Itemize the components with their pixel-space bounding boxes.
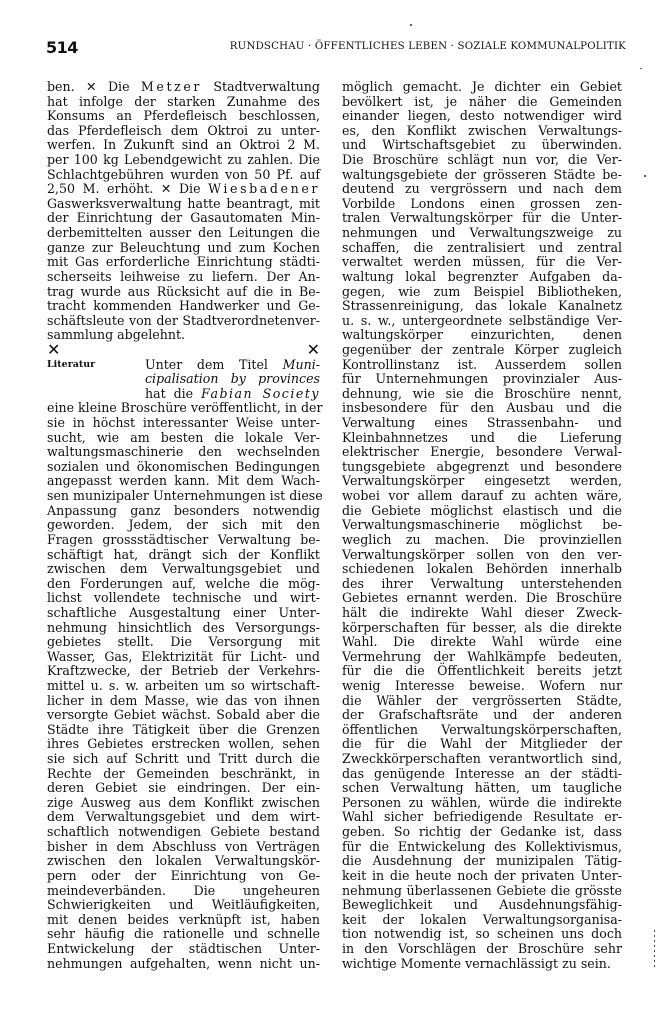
text-line: bevölkert ist, je näher die Gemeinden (342, 93, 622, 109)
text-line: für Unternehmungen provinzialer Aus- (342, 371, 622, 387)
text-line: die für die Wahl der Mitglieder der (342, 736, 622, 752)
scan-speck (410, 24, 412, 26)
text-line: sen munizipaler Unternehmungen ist diese (47, 488, 323, 504)
text-line: schaftliche Ausgestaltung einer Unter- (47, 604, 320, 620)
text-line: Vermehrung der Wahlkämpfe bedeuten, (342, 648, 622, 664)
text-line: u. s. w., untergeordnete selbständige Ver- (342, 312, 622, 328)
text-line: den Forderungen auf, welche die mög- (47, 575, 320, 591)
scan-speck (640, 68, 642, 69)
indented-lines (145, 358, 320, 402)
text-line: geben. So richtig der Gedanke ist, dass (342, 824, 622, 840)
text-line: des ihrer Verwaltung unterstehenden (342, 575, 622, 591)
text-line: sucht, wie am besten die lokale Ver- (47, 429, 320, 445)
text-line: tralen Verwaltungskörper für die Unter- (342, 210, 622, 226)
text-line: waltung lokal begrenzter Aufgaben da- (342, 268, 622, 284)
text-line: tion notwendig ist, so scheinen uns doch (342, 926, 622, 942)
text-line: Verwaltung eines Strassenbahn- und (342, 415, 622, 431)
text-line: Fragen grossstädtischer Verwaltung be- (47, 531, 320, 547)
text-line: lichst vollendete technische und wirt- (47, 590, 320, 606)
text-line: verwaltet werden müssen, für die Ver- (342, 254, 622, 270)
text-line: waltungsgebiete der grösseren Städte be- (342, 166, 622, 182)
text-line: in den Vorschlägen der Broschüre sehr (342, 940, 622, 956)
text-line: dehnung, wie sie die Broschüre nennt, (342, 385, 622, 401)
text-line: sehr häufig die rationelle und schnelle (47, 926, 320, 942)
text-line: schaftlich notwendigen Gebiete bestand (47, 824, 320, 840)
text-line: Strassenreinigung, das lokale Kanalnetz (342, 298, 622, 314)
text-line: Kraftzwecke, der Betrieb der Verkehrs- (47, 663, 320, 679)
text-line: versorgte Gebiet wächst. Sobald aber die (47, 707, 320, 723)
text-line: das Pferdefleisch dem Oktroi zu unter- (47, 122, 320, 138)
text-line: gegenüber der zentrale Körper zugleich (342, 341, 622, 357)
text-line: die Gebiete möglichst elastisch und die (342, 502, 622, 518)
text-line: Entwickelung der städtischen Unter- (47, 940, 320, 956)
text-line: bisher in dem Abschluss von Verträgen (47, 838, 320, 854)
text-line: per 100 kg Lebendgewicht zu zahlen. Die (47, 152, 320, 168)
text-line: cipalisation by provinces (145, 371, 320, 387)
text-line: Kontrollinstanz ist. Ausserdem sollen (342, 356, 622, 372)
text-line: zwischen dem Verwaltungsgebiet und (47, 561, 320, 577)
text-line: Konsums an Pferdefleisch beschlossen, (47, 108, 320, 124)
text-line: möglich gemacht. Je dichter ein Gebiet (342, 79, 622, 94)
text-line: mittel u. s. w. arbeiten um so wirtschaft- (47, 677, 320, 693)
text-line: sammlung abgelehnt. (47, 327, 186, 343)
text-line: waltungskörper einzurichten, denen (342, 327, 622, 343)
text-line: tracht kommenden Handwerker und Ge- (47, 298, 320, 314)
text-line: ben. ✕ Die Metzer Stadtverwaltung (47, 79, 320, 94)
text-line: Wasser, Gas, Elektrizität für Licht- und (47, 648, 320, 664)
text-line: Gaswerksverwaltung hatte beantragt, mit (47, 195, 320, 211)
text-line: körperschaften für besser, als die direkte (342, 619, 622, 635)
text-line: Verwaltungsmaschinerie möglichst be- (342, 517, 622, 533)
text-line: schen Verwaltung hätten, um taugliche (342, 780, 622, 796)
text-line: mit Gas erforderliche Einrichtung städti- (47, 254, 320, 270)
text-line: die Ausdehnung der munizipalen Tätig- (342, 853, 622, 869)
text-line: es, den Konflikt zwischen Verwaltungs- (342, 122, 622, 138)
text-line: nehmung überlassenen Gebiete die grösste (342, 882, 622, 898)
text-line: geworden. Jedem, der sich mit den (47, 517, 320, 533)
text-line: elektrischer Energie, besondere Verwal- (342, 444, 622, 460)
text-line: Vorbilde Londons einen grossen zen- (342, 195, 622, 211)
text-line: Verwaltungskörper eingesetzt werden, (342, 473, 622, 489)
page-number: 514 (46, 38, 78, 57)
text-line: Anpassung ganz besonders notwendig (47, 502, 320, 518)
text-line: sie sich auf Schritt und Tritt durch die (47, 751, 320, 767)
text-line: schäftigt hat, drängt sich der Konflikt (47, 546, 320, 562)
text-line: hat die Fabian Society (145, 385, 320, 401)
text-line: licher in dem Masse, wie das von ihnen (47, 692, 320, 708)
text-line: wichtige Momente vernachlässigt zu sein. (342, 955, 611, 971)
text-line: deutend zu vergrössern und nach dem (342, 181, 622, 197)
text-line: sozialen und ökonomischen Bedingungen (47, 458, 320, 474)
text-line: weglich zu machen. Die provinziellen (342, 531, 622, 547)
text-line: für die die Öffentlichkeit bereits jetzt (342, 663, 622, 679)
text-line: für die Entwickelung des Kollektivismus, (342, 838, 622, 854)
literature-section (47, 358, 320, 402)
left-paragraph-news (47, 80, 320, 343)
text-line: schaffen, die zentralisiert und zentral (342, 239, 622, 255)
text-line: eine kleine Broschüre veröffentlicht, in der (47, 400, 323, 416)
text-line: sie in höchst interessanter Weise unter- (47, 415, 320, 431)
left-paragraph-literature (47, 400, 323, 971)
text-line: Städte ihre Tätigkeit über die Grenzen (47, 721, 320, 737)
text-line: deren Gebiet sie eindringen. Der ein- (47, 780, 320, 796)
text-line: Rechte der Gemeinden beschränkt, in (47, 765, 320, 781)
text-line: Wahl sicher befriedigende Resultate er- (342, 809, 622, 825)
cross-mark-icon: ✕ (47, 339, 61, 359)
text-line: keit in die heute noch der privaten Unter- (342, 867, 622, 883)
text-line: trag wurde aus Rücksicht auf die in Be- (47, 283, 320, 299)
scan-speck (654, 930, 655, 970)
text-line: nehmung hinsichtlich des Versorgungs- (47, 619, 320, 635)
page-header (46, 38, 626, 58)
text-line: Wahl. Die direkte Wahl würde eine (342, 634, 622, 650)
text-line: die Wähler der vergrösserten Städte, (342, 692, 622, 708)
text-line: Schwierigkeiten und Weitläufigkeiten, (47, 897, 320, 913)
text-line: ihres Gebietes erstrecken wollen, sehen (47, 736, 320, 752)
text-line: der Grafschaftsräte und der anderen (342, 707, 622, 723)
section-separator (47, 339, 320, 359)
text-line: ganze zur Beleuchtung und zum Kochen (47, 239, 320, 255)
text-line: einander liegen, desto notwendiger wird (342, 108, 622, 124)
text-line: schäftsleute von der Stadtverordnetenver- (47, 312, 320, 328)
text-line: gegen, wie zum Beispiel Bibliotheken, (342, 283, 622, 299)
text-line: insbesondere für den Ausbau und die (342, 400, 622, 416)
text-line: und Wirtschaftsgebiet zu überwinden. (342, 137, 622, 153)
scan-speck (644, 175, 646, 177)
running-head: RUNDSCHAU · ÖFFENTLICHES LEBEN · SOZIALE KOMMUNALPOLITIK (229, 41, 626, 52)
cross-mark-icon: ✕ (306, 339, 320, 359)
text-line: Die Broschüre schlägt nun vor, die Ver- (342, 152, 622, 168)
text-line: der Einrichtung der Gasautomaten Min- (47, 210, 320, 226)
text-line: tungsgebiete abgegrenzt und besondere (342, 458, 622, 474)
text-line: werfen. In Zukunft sind an Oktroi 2 M. (47, 137, 320, 153)
text-line: meindeverbänden. Die ungeheuren (47, 882, 320, 898)
text-line: 2,50 M. erhöht. ✕ Die Wiesbadener (47, 181, 320, 197)
text-line: nehmungen und Verwaltungszweige zu (342, 225, 622, 241)
text-line: mit denen beides verknüpft ist, haben (47, 911, 320, 927)
right-paragraph (342, 80, 622, 971)
text-line: zige Ausweg aus dem Konflikt zwischen (47, 794, 320, 810)
text-line: Verwaltungskörper sollen von den ver- (342, 546, 622, 562)
text-line: das genügende Interesse an der städti- (342, 765, 622, 781)
text-line: angepasst werden kann. Mit dem Wach- (47, 473, 320, 489)
text-line: waltungsmaschinerie den wechselnden (47, 444, 320, 460)
text-line: hat infolge der starken Zunahme des (47, 93, 320, 109)
text-line: dem Verwaltungsgebiet und dem wirt- (47, 809, 320, 825)
section-label-literatur: Literatur (47, 358, 96, 370)
text-line: derbemittelten ausser den Leitungen die (47, 225, 320, 241)
text-line: Personen zu wählen, würde die indirekte (342, 794, 622, 810)
text-line: nehmungen aufgehalten, wenn nicht un- (47, 955, 320, 971)
text-line: Schlachtgebühren wurden von 50 Pf. auf (47, 166, 320, 182)
text-line: hält die indirekte Wahl dieser Zweck- (342, 604, 622, 620)
text-line: wobei vor allem darauf zu achten wäre, (342, 488, 622, 504)
text-line: Kleinbahnnetzes und die Lieferung (342, 429, 622, 445)
text-line: keit der lokalen Verwaltungsorganisa- (342, 911, 622, 927)
text-line: pern oder der Einrichtung von Ge- (47, 867, 320, 883)
text-line: öffentlichen Verwaltungskörperschaften, (342, 721, 622, 737)
text-line: wenig Interesse beweise. Wofern nur (342, 677, 622, 693)
text-line: gebietes stellt. Die Versorgung mit (47, 634, 320, 650)
left-column (47, 79, 323, 971)
text-line: scherseits leihweise zu liefern. Der An- (47, 268, 320, 284)
text-line: Gebietes ernannt werden. Die Broschüre (342, 590, 622, 606)
right-column (342, 80, 622, 971)
text-line: Unter dem Titel Muni- (145, 356, 320, 372)
text-line: Beweglichkeit und Ausdehnungsfähig- (342, 897, 622, 913)
text-line: Zweckkörperschaften verantwortlich sind, (342, 751, 622, 767)
text-line: schiedenen lokalen Behörden innerhalb (342, 561, 622, 577)
text-line: zwischen den lokalen Verwaltungskör- (47, 853, 320, 869)
